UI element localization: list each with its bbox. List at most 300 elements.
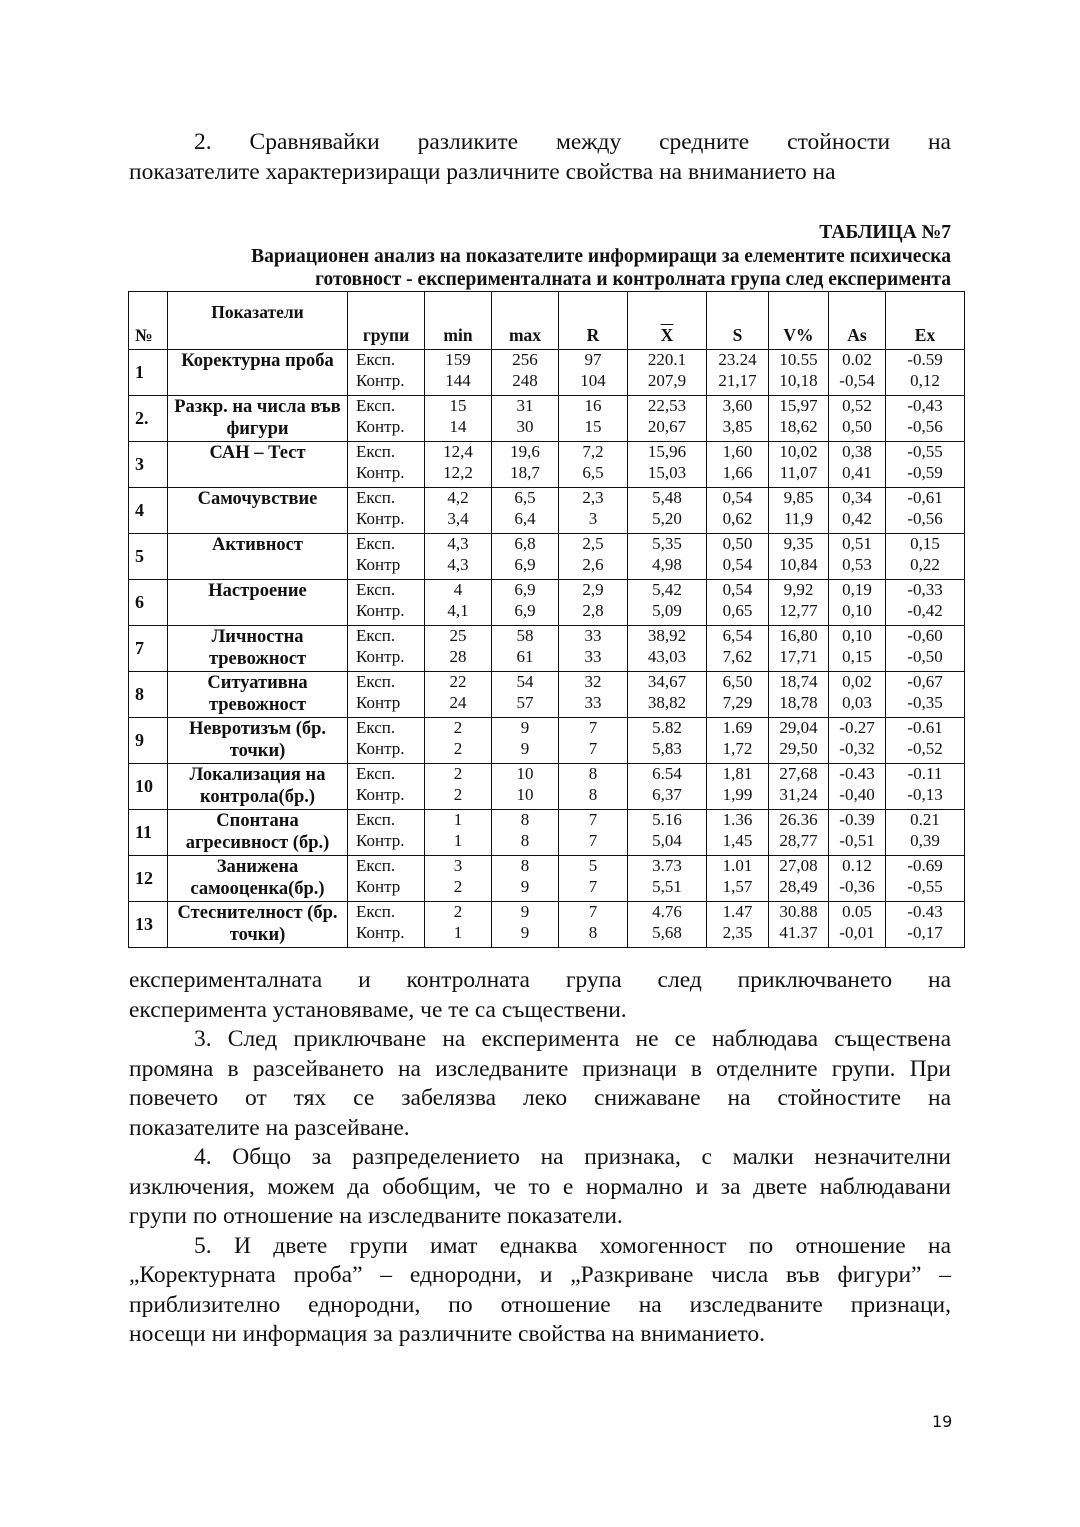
value-ex (886, 580, 965, 626)
value-ex-ctrl: 0,39 (910, 830, 940, 850)
indicator-name: Коректурна проба (168, 350, 348, 396)
value-r-exp: 2,5 (582, 534, 604, 553)
row-number: 9 (129, 718, 168, 764)
value-min (425, 902, 492, 948)
value-ex-exp: -0,43 (907, 396, 943, 415)
value-s-ctrl: 1,99 (722, 784, 753, 804)
paragraph-text: 5. И двете групи имат еднаква хомогенност по отношение на „Коректурната проба” – еднородни, и „Разкриване числа във фигури” – приблизително еднородни, по отношение на изследваните признаци, (129, 1232, 951, 1318)
value-max-exp: 31 (516, 396, 534, 415)
value-s-ctrl: 2,35 (722, 922, 753, 942)
value-x-ctrl: 5,04 (652, 830, 682, 850)
indicator-name: Личностна тревожност (168, 626, 348, 672)
value-max (492, 718, 559, 764)
group-cell (348, 396, 425, 442)
group-cell-exp: Експ. (356, 534, 396, 553)
value-s-ctrl: 0,62 (722, 508, 753, 528)
value-ex (886, 856, 965, 902)
indicator-name: Стеснителност (бр. точки) (168, 902, 348, 948)
value-r-ctrl: 7 (588, 738, 598, 758)
group-cell (348, 764, 425, 810)
value-x (628, 396, 707, 442)
value-s-exp: 1.36 (722, 810, 753, 829)
value-ex-exp: 0.21 (910, 810, 940, 829)
value-s-exp: 23.24 (718, 350, 757, 369)
intro-paragraph (129, 128, 951, 187)
value-ex-ctrl: -0,59 (907, 462, 943, 482)
value-s-exp: 3,60 (722, 396, 753, 415)
value-r (559, 350, 628, 396)
value-ex (886, 810, 965, 856)
value-min-ctrl: 12,2 (443, 462, 473, 482)
table-row (129, 764, 965, 810)
value-min-ctrl: 2 (453, 738, 463, 758)
group-cell (348, 902, 425, 948)
value-v-exp: 10.55 (779, 350, 818, 369)
group-cell (348, 672, 425, 718)
value-as (829, 396, 886, 442)
value-r-exp: 32 (584, 672, 602, 691)
value-min (425, 764, 492, 810)
indicator-name: Активност (168, 534, 348, 580)
group-cell-exp: Експ. (356, 396, 396, 415)
value-r-exp: 7,2 (582, 442, 604, 461)
value-x (628, 626, 707, 672)
value-as-exp: 0,51 (842, 534, 872, 553)
value-max-exp: 58 (516, 626, 534, 645)
value-s (707, 626, 769, 672)
value-max-exp: 8 (520, 810, 530, 829)
value-s (707, 810, 769, 856)
value-max-ctrl: 30 (516, 416, 534, 436)
indicator-name: САН – Тест (168, 442, 348, 488)
group-cell-ctrl: Контр. (356, 830, 405, 850)
group-cell-ctrl: Контр (356, 554, 401, 574)
paragraph-text: експерименталната и контролната група след приключването на (129, 967, 951, 993)
indicator-name: Самочувствие (168, 488, 348, 534)
group-cell-ctrl: Контр. (356, 600, 405, 620)
value-s (707, 672, 769, 718)
value-max-ctrl: 8 (520, 830, 530, 850)
value-as-exp: 0.05 (842, 902, 872, 921)
value-v (769, 856, 829, 902)
value-v (769, 442, 829, 488)
value-v (769, 672, 829, 718)
value-ex (886, 534, 965, 580)
value-x (628, 488, 707, 534)
table-row (129, 902, 965, 948)
value-v-exp: 16,80 (779, 626, 818, 645)
value-ex (886, 672, 965, 718)
value-as-exp: -0.43 (839, 764, 875, 783)
value-max-exp: 6,9 (514, 580, 536, 599)
value-min (425, 580, 492, 626)
value-x-ctrl: 5,09 (652, 600, 682, 620)
value-min-exp: 1 (453, 810, 463, 829)
header-max: max (492, 292, 559, 350)
value-min-exp: 4 (453, 580, 463, 599)
value-as-ctrl: 0,41 (842, 462, 872, 482)
value-ex-exp: 0,15 (910, 534, 940, 553)
value-max-exp: 9 (520, 902, 530, 921)
paragraph-last-line: носещи ни информация за различните свойства на вниманието. (129, 1321, 765, 1347)
value-s-ctrl: 21,17 (718, 370, 757, 390)
value-max (492, 764, 559, 810)
value-r-exp: 16 (584, 396, 602, 415)
header-group: групи (348, 292, 425, 350)
value-s-ctrl: 7,62 (722, 646, 753, 666)
value-min-exp: 4,3 (447, 534, 469, 553)
value-r (559, 718, 628, 764)
group-cell-exp: Експ. (356, 488, 396, 507)
value-v (769, 902, 829, 948)
value-v (769, 350, 829, 396)
group-cell-ctrl: Контр. (356, 922, 405, 942)
value-r-exp: 8 (588, 764, 598, 783)
value-s-exp: 1,81 (722, 764, 753, 783)
value-min-ctrl: 1 (453, 922, 463, 942)
row-number: 4 (129, 488, 168, 534)
value-max-exp: 6,5 (514, 488, 536, 507)
value-min-ctrl: 1 (453, 830, 463, 850)
table-row (129, 442, 965, 488)
value-v-ctrl: 18,62 (779, 416, 818, 436)
group-cell (348, 534, 425, 580)
row-number: 5 (129, 534, 168, 580)
body-paragraph (129, 1025, 951, 1143)
value-s-ctrl: 3,85 (722, 416, 753, 436)
value-r-ctrl: 33 (584, 646, 602, 666)
value-as-exp: 0,38 (842, 442, 872, 461)
value-v-exp: 26.36 (779, 810, 818, 829)
value-ex-ctrl: -0,56 (907, 508, 943, 528)
value-ex (886, 488, 965, 534)
value-x-ctrl: 5,51 (652, 876, 682, 896)
value-s (707, 580, 769, 626)
page-number: 19 (932, 1412, 953, 1431)
value-v (769, 764, 829, 810)
intro-line-1: 2. Сравнявайки разликите между средните стойности на (194, 129, 951, 155)
value-v-exp: 30.88 (779, 902, 818, 921)
value-s-ctrl: 0,65 (722, 600, 753, 620)
value-r (559, 396, 628, 442)
paragraph-last-line: групи по отношение на изследваните показатели. (129, 1203, 623, 1229)
value-s (707, 488, 769, 534)
value-min (425, 672, 492, 718)
value-min-exp: 3 (453, 856, 463, 875)
value-ex-ctrl: -0,55 (907, 876, 943, 896)
table-row (129, 580, 965, 626)
value-x-ctrl: 6,37 (652, 784, 682, 804)
value-as-ctrl: 0,50 (842, 416, 872, 436)
value-r-ctrl: 8 (588, 784, 598, 804)
value-x-exp: 34,67 (647, 672, 687, 691)
group-cell (348, 718, 425, 764)
value-x (628, 856, 707, 902)
value-ex-exp: -0.43 (907, 902, 943, 921)
value-r-ctrl: 8 (588, 922, 598, 942)
value-v (769, 488, 829, 534)
value-x-ctrl: 43,03 (647, 646, 687, 666)
value-as (829, 442, 886, 488)
value-r-exp: 7 (588, 810, 598, 829)
value-as (829, 350, 886, 396)
value-ex (886, 626, 965, 672)
value-as-ctrl: 0,10 (842, 600, 872, 620)
paragraph-last-line: показателите на разсейване. (129, 1114, 410, 1141)
value-v-ctrl: 17,71 (779, 646, 818, 666)
header-excess: Ex (886, 292, 965, 350)
value-max (492, 856, 559, 902)
value-max (492, 442, 559, 488)
value-as-exp: 0,52 (842, 396, 872, 415)
value-min-exp: 2 (453, 764, 463, 783)
value-r-ctrl: 7 (588, 830, 598, 850)
table-row (129, 810, 965, 856)
value-s-ctrl: 1,45 (722, 830, 753, 850)
row-number: 8 (129, 672, 168, 718)
value-v-ctrl: 11,9 (783, 508, 814, 528)
value-max-exp: 10 (516, 764, 534, 783)
value-max (492, 672, 559, 718)
value-ex (886, 442, 965, 488)
value-v-ctrl: 31,24 (779, 784, 818, 804)
group-cell-exp: Експ. (356, 580, 396, 599)
value-as-exp: 0,34 (842, 488, 872, 507)
value-as-ctrl: 0,53 (842, 554, 872, 574)
value-min-ctrl: 2 (453, 876, 463, 896)
value-s-exp: 1.69 (722, 718, 753, 737)
body-paragraphs (129, 966, 951, 1350)
indicator-name: Спонтана агресивност (бр.) (168, 810, 348, 856)
value-r-ctrl: 2,8 (582, 600, 604, 620)
table-row (129, 718, 965, 764)
value-min-ctrl: 3,4 (447, 508, 469, 528)
value-x-exp: 38,92 (647, 626, 687, 645)
value-min (425, 856, 492, 902)
value-as-ctrl: -0,32 (839, 738, 875, 758)
value-x-exp: 22,53 (647, 396, 687, 415)
value-x-ctrl: 38,82 (647, 692, 687, 712)
value-min (425, 350, 492, 396)
value-max-ctrl: 9 (520, 922, 530, 942)
value-ex-exp: -0,55 (907, 442, 943, 461)
header-mean: $\overline{X}$ (628, 292, 707, 350)
value-as (829, 810, 886, 856)
value-r-ctrl: 7 (588, 876, 598, 896)
group-cell-ctrl: Контр. (356, 370, 405, 390)
group-cell (348, 856, 425, 902)
value-min-exp: 4,2 (447, 488, 469, 507)
value-v (769, 534, 829, 580)
value-min-ctrl: 4,1 (447, 600, 469, 620)
value-min (425, 718, 492, 764)
value-as (829, 672, 886, 718)
group-cell (348, 626, 425, 672)
value-r-exp: 2,9 (582, 580, 604, 599)
value-v-ctrl: 10,18 (779, 370, 818, 390)
value-min-exp: 159 (445, 350, 471, 369)
value-s (707, 350, 769, 396)
row-number: 6 (129, 580, 168, 626)
row-number: 13 (129, 902, 168, 948)
value-ex (886, 764, 965, 810)
value-s (707, 718, 769, 764)
value-max-exp: 54 (516, 672, 534, 691)
value-s-exp: 6,50 (722, 672, 753, 691)
value-as-exp: -0.27 (839, 718, 875, 737)
indicator-name: Занижена самооценка(бр.) (168, 856, 348, 902)
value-x-exp: 5.16 (652, 810, 682, 829)
value-as-ctrl: 0,15 (842, 646, 872, 666)
value-r (559, 902, 628, 948)
table-row (129, 488, 965, 534)
value-as-ctrl: 0,42 (842, 508, 872, 528)
value-v (769, 396, 829, 442)
value-max-ctrl: 9 (520, 738, 530, 758)
value-x (628, 442, 707, 488)
group-cell (348, 350, 425, 396)
value-v (769, 580, 829, 626)
value-v-exp: 27,08 (779, 856, 818, 875)
value-min (425, 488, 492, 534)
value-r-ctrl: 6,5 (582, 462, 604, 482)
value-max (492, 580, 559, 626)
value-s (707, 534, 769, 580)
value-as-exp: 0,10 (842, 626, 872, 645)
group-cell-exp: Експ. (356, 902, 396, 921)
value-as (829, 580, 886, 626)
value-min-exp: 2 (453, 718, 463, 737)
group-cell (348, 810, 425, 856)
row-number: 12 (129, 856, 168, 902)
value-v-ctrl: 28,49 (779, 876, 818, 896)
value-x-ctrl: 5,83 (652, 738, 682, 758)
value-max-exp: 6,8 (514, 534, 536, 553)
value-v-exp: 27,68 (779, 764, 818, 783)
value-as (829, 856, 886, 902)
header-std: S (707, 292, 769, 350)
value-ex-ctrl: -0,52 (907, 738, 943, 758)
value-s-exp: 1.47 (722, 902, 753, 921)
table-caption-line-1: Вариационен анализ на показателите информиращи за елементите психическа (251, 246, 951, 267)
value-ex-exp: -0.69 (907, 856, 943, 875)
value-ex-exp: -0.11 (907, 764, 943, 783)
group-cell-ctrl: Контр (356, 876, 401, 896)
group-cell-ctrl: Контр. (356, 508, 405, 528)
value-min (425, 396, 492, 442)
value-max (492, 534, 559, 580)
value-s (707, 442, 769, 488)
value-s (707, 856, 769, 902)
value-min (425, 626, 492, 672)
value-x (628, 718, 707, 764)
value-max-ctrl: 248 (512, 370, 538, 390)
header-no: № (129, 292, 168, 350)
value-x-exp: 6.54 (652, 764, 682, 783)
value-max (492, 488, 559, 534)
value-v-ctrl: 18,78 (779, 692, 818, 712)
row-number: 1 (129, 350, 168, 396)
value-max (492, 810, 559, 856)
value-s-ctrl: 7,29 (722, 692, 753, 712)
value-as-ctrl: -0,36 (839, 876, 875, 896)
value-r (559, 442, 628, 488)
value-x (628, 672, 707, 718)
value-max-ctrl: 18,7 (510, 462, 540, 482)
value-as-ctrl: -0,54 (839, 370, 875, 390)
value-min-ctrl: 14 (449, 416, 467, 436)
value-r-exp: 7 (588, 718, 598, 737)
value-ex (886, 902, 965, 948)
value-as (829, 764, 886, 810)
header-cv: V% (769, 292, 829, 350)
value-v-ctrl: 29,50 (779, 738, 818, 758)
header-indicator: Показатели (168, 292, 348, 350)
indicator-name: Локализация на контрола(бр.) (168, 764, 348, 810)
value-r (559, 856, 628, 902)
value-max-exp: 256 (512, 350, 538, 369)
value-s-exp: 0,50 (722, 534, 753, 553)
value-min-ctrl: 24 (449, 692, 467, 712)
paragraph-text: 3. След приключване на експеримента не се наблюдава съществена промяна в разсейването на изследваните признаци в отделните групи. При повечето от тях се забелязва леко снижаване на стойностите на (129, 1026, 951, 1111)
value-as-ctrl: -0,51 (839, 830, 875, 850)
indicator-name: Ситуативна тревожност (168, 672, 348, 718)
value-r-exp: 33 (584, 626, 602, 645)
value-s-exp: 0,54 (722, 488, 753, 507)
value-as-exp: 0,19 (842, 580, 872, 599)
value-s-ctrl: 1,57 (722, 876, 753, 896)
value-x (628, 902, 707, 948)
group-cell-ctrl: Контр. (356, 646, 405, 666)
table-body (129, 350, 965, 948)
value-v-exp: 9,85 (783, 488, 814, 507)
value-r-ctrl: 33 (584, 692, 602, 712)
value-r-exp: 5 (588, 856, 598, 875)
value-s-exp: 1,60 (722, 442, 753, 461)
value-x-ctrl: 15,03 (647, 462, 687, 482)
group-cell (348, 442, 425, 488)
value-r (559, 626, 628, 672)
value-max (492, 902, 559, 948)
value-ex-ctrl: 0,12 (910, 370, 940, 390)
value-x (628, 764, 707, 810)
value-v (769, 626, 829, 672)
value-ex (886, 350, 965, 396)
group-cell-exp: Експ. (356, 350, 396, 369)
value-min-ctrl: 144 (445, 370, 471, 390)
group-cell-ctrl: Контр. (356, 416, 405, 436)
table-row (129, 396, 965, 442)
value-ex-exp: -0,67 (907, 672, 943, 691)
value-r-ctrl: 104 (580, 370, 606, 390)
value-r-exp: 97 (584, 350, 602, 369)
value-x-exp: 5,35 (652, 534, 682, 553)
group-cell-ctrl: Контр. (356, 784, 405, 804)
value-v-exp: 18,74 (779, 672, 818, 691)
group-cell-exp: Експ. (356, 442, 396, 461)
value-as-exp: 0.02 (842, 350, 872, 369)
value-ex-ctrl: 0,22 (910, 554, 940, 574)
variation-analysis-table (128, 291, 965, 948)
value-min-ctrl: 2 (453, 784, 463, 804)
value-as-exp: -0.39 (839, 810, 875, 829)
value-max-ctrl: 57 (516, 692, 534, 712)
value-ex-exp: -0.59 (907, 350, 943, 369)
body-paragraph (129, 966, 951, 1025)
value-v-ctrl: 28,77 (779, 830, 818, 850)
table-caption-line-2: готовност - експерименталната и контролната група след експеримента (315, 269, 951, 290)
value-x-ctrl: 20,67 (647, 416, 687, 436)
